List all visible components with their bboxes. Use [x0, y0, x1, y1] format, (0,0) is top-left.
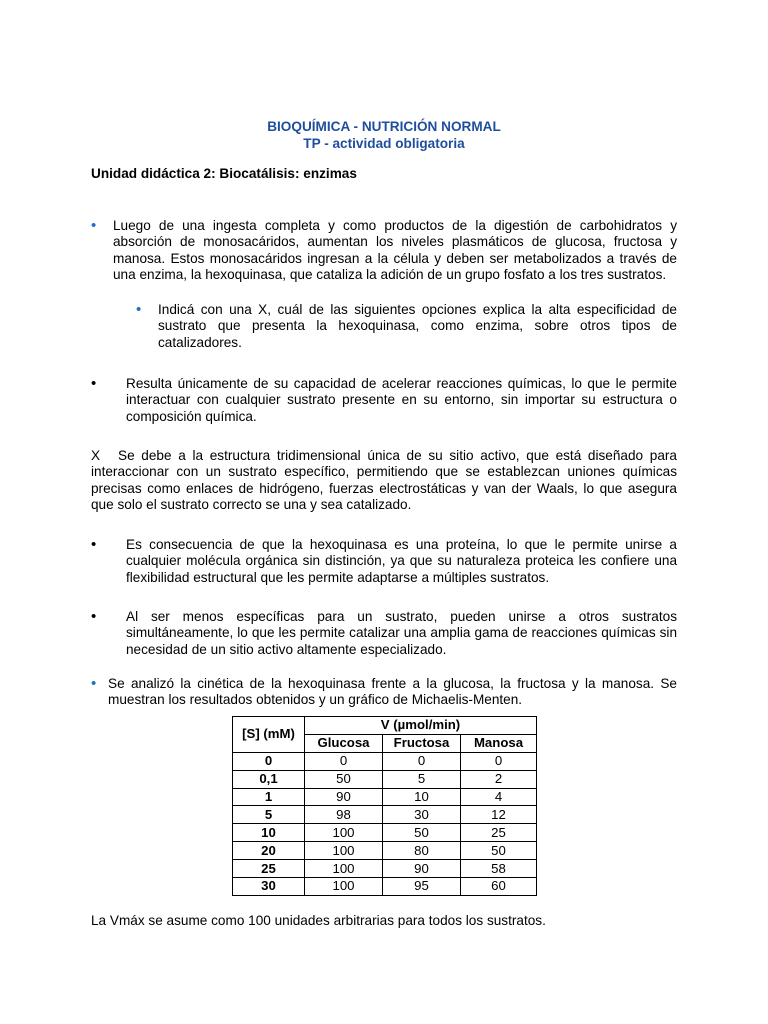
- answer-mark: X: [91, 448, 101, 463]
- fructosa-cell: 30: [383, 806, 461, 824]
- fructosa-header: Fructosa: [383, 734, 461, 752]
- fructosa-cell: 5: [383, 770, 461, 788]
- glucosa-cell: 98: [305, 806, 383, 824]
- vmax-footnote: La Vmáx se asume como 100 unidades arbitrarias para todos los sustratos.: [91, 913, 546, 928]
- bullet-icon: •: [91, 608, 97, 625]
- bullet-icon: •: [91, 217, 97, 234]
- option-1-text: Resulta únicamente de su capacidad de acelerar reacciones químicas, lo que le permite interactuar con cualquier sustrato presente en su entorno, sin importar su estructura o composición química.: [126, 376, 677, 424]
- fructosa-cell: 95: [383, 878, 461, 896]
- option-4-text: Al ser menos específicas para un sustrato, pueden unirse a otros sustratos simultáneamente, lo que les permite catalizar una amplia gama de reacciones químicas sin necesidad de un sitio activo altamente especializado.: [126, 609, 677, 657]
- bullet-icon: •: [91, 375, 97, 392]
- option-2-text: Se debe a la estructura tridimensional única de su sitio activo, que está diseñado para interaccionar con un sustrato específico, permitiendo que se establezcan uniones químicas precisas como enlaces de hidrógeno, fuerzas electrostáticas y van der Waals, lo que asegura que solo el sustrato correcto se una y sea catalizado.: [91, 448, 677, 512]
- bullet-icon: •: [91, 675, 97, 692]
- table-row: [233, 752, 537, 770]
- manosa-cell: 4: [461, 788, 537, 806]
- glucosa-cell: 100: [305, 878, 383, 896]
- fructosa-cell: 10: [383, 788, 461, 806]
- manosa-cell: 50: [461, 842, 537, 860]
- s-cell: 1: [233, 788, 305, 806]
- s-cell: 0: [233, 752, 305, 770]
- manosa-cell: 2: [461, 770, 537, 788]
- manosa-cell: 60: [461, 878, 537, 896]
- table-row: [233, 788, 537, 806]
- option-3-text: Es consecuencia de que la hexoquinasa es una proteína, lo que le permite unirse a cualquier molécula orgánica sin distinción, ya que su naturaleza proteica les confiere una flexibilidad estructural que les permite adaptarse a múltiples sustratos.: [126, 537, 677, 585]
- manosa-header: Manosa: [461, 734, 537, 752]
- unit-title: Unidad didáctica 2: Biocatálisis: enzimas: [91, 166, 357, 181]
- glucosa-cell: 100: [305, 842, 383, 860]
- glucosa-cell: 90: [305, 788, 383, 806]
- table-header-row: [233, 717, 537, 735]
- table-row: [233, 770, 537, 788]
- kinetics-text: Se analizó la cinética de la hexoquinasa frente a la glucosa, la fructosa y la manosa. Se muestran los resultados obtenidos y un gráfico de Michaelis-Menten.: [108, 676, 677, 708]
- s-cell: 30: [233, 878, 305, 896]
- s-cell: 5: [233, 806, 305, 824]
- glucosa-cell: 100: [305, 824, 383, 842]
- glucosa-cell: 50: [305, 770, 383, 788]
- bullet-icon: •: [91, 536, 97, 553]
- bullet-icon: •: [136, 301, 142, 318]
- table-row: [233, 806, 537, 824]
- fructosa-cell: 0: [383, 752, 461, 770]
- manosa-cell: 58: [461, 860, 537, 878]
- s-cell: 10: [233, 824, 305, 842]
- table-row: [233, 824, 537, 842]
- manosa-cell: 25: [461, 824, 537, 842]
- kinetics-table: [232, 716, 537, 896]
- table-row: [233, 860, 537, 878]
- kinetics-paragraph: [108, 676, 677, 709]
- fructosa-cell: 50: [383, 824, 461, 842]
- s-cell: 20: [233, 842, 305, 860]
- substrate-concentration-header: [S] (mM): [233, 717, 305, 753]
- manosa-cell: 0: [461, 752, 537, 770]
- manosa-cell: 12: [461, 806, 537, 824]
- fructosa-cell: 80: [383, 842, 461, 860]
- velocity-header: V (µmol/min): [305, 717, 537, 735]
- intro-paragraph: Luego de una ingesta completa y como productos de la digestión de carbohidratos y absorción de monosacáridos, aumentan los niveles plasmáticos de glucosa, fructosa y manosa. Estos monosacáridos ingresan a la célula y deben ser metabolizados a través de una enzima, la hexoquinasa, que cataliza la adición de un grupo fosfato a los tres sustratos.: [113, 218, 677, 282]
- glucosa-cell: 0: [305, 752, 383, 770]
- table-row: [233, 842, 537, 860]
- course-title: BIOQUÍMICA - NUTRICIÓN NORMAL: [267, 119, 501, 134]
- activity-title: TP - actividad obligatoria: [303, 136, 465, 151]
- document-header: [0, 118, 768, 152]
- s-cell: 25: [233, 860, 305, 878]
- s-cell: 0,1: [233, 770, 305, 788]
- table-row: [233, 878, 537, 896]
- fructosa-cell: 90: [383, 860, 461, 878]
- glucosa-cell: 100: [305, 860, 383, 878]
- question-text: Indicá con una X, cuál de las siguientes opciones explica la alta especificidad de sustrato que presenta la hexoquinasa, como enzima, sobre otros tipos de catalizadores.: [158, 302, 677, 350]
- glucosa-header: Glucosa: [305, 734, 383, 752]
